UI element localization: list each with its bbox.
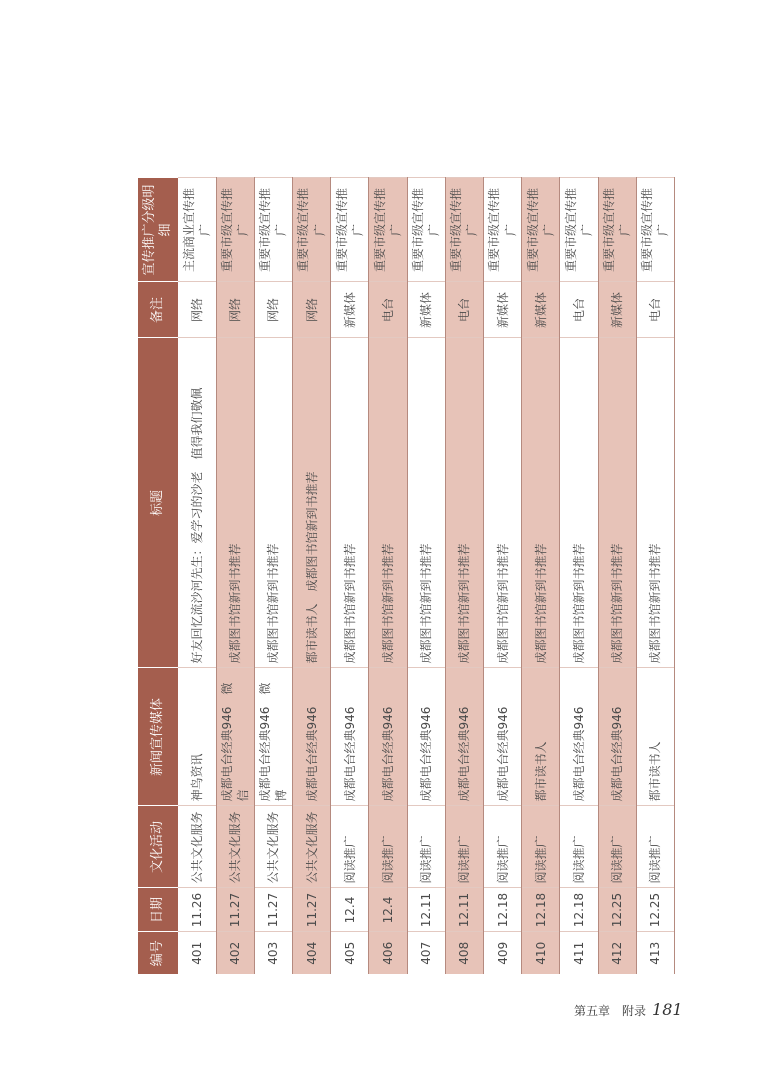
cell-title: 成都图书馆新到书推荐 (369, 338, 407, 668)
table-header-row (138, 178, 178, 974)
cell-id: 412 (598, 932, 636, 974)
cell-remark: 新媒体 (522, 282, 560, 338)
rotated-table-wrapper (138, 178, 675, 974)
cell-title: 成都图书馆新到书推荐 (216, 338, 254, 668)
cell-activity: 阅读推广 (369, 806, 407, 888)
cell-media: 成都电台经典946 (484, 668, 522, 806)
cell-remark: 新媒体 (407, 282, 445, 338)
cell-id: 407 (407, 932, 445, 974)
cell-activity: 阅读推广 (636, 806, 674, 888)
cell-level: 重要市级宣传推广 (636, 178, 674, 282)
cell-media: 成都电台经典946 (369, 668, 407, 806)
cell-media: 成都电台经典946 (293, 668, 331, 806)
cell-remark: 网络 (216, 282, 254, 338)
cell-media: 成都电台经典946 (445, 668, 483, 806)
cell-remark: 新媒体 (484, 282, 522, 338)
cell-media: 成都电台经典946 微博 (254, 668, 292, 806)
page-footer (574, 1000, 683, 1019)
table-row (522, 178, 560, 974)
cell-title: 都市读书人 成都图书馆新到书推荐 (293, 338, 331, 668)
page-number: 181 (652, 1000, 683, 1019)
cell-media: 成都电台经典946 (560, 668, 598, 806)
table-row (407, 178, 445, 974)
table-row (216, 178, 254, 974)
table-row (178, 178, 216, 974)
cell-activity: 阅读推广 (522, 806, 560, 888)
cell-remark: 电台 (636, 282, 674, 338)
cell-date: 11.26 (178, 888, 216, 932)
cell-level: 重要市级宣传推广 (407, 178, 445, 282)
cell-date: 11.27 (293, 888, 331, 932)
cell-remark: 新媒体 (598, 282, 636, 338)
cell-title: 成都图书馆新到书推荐 (331, 338, 369, 668)
cell-date: 12.4 (369, 888, 407, 932)
cell-level: 重要市级宣传推广 (331, 178, 369, 282)
cell-title: 成都图书馆新到书推荐 (560, 338, 598, 668)
chapter-label: 第五章 附录 (574, 1004, 647, 1018)
cell-id: 411 (560, 932, 598, 974)
header-date: 日期 (138, 888, 178, 932)
cell-level: 主流商业宣传推广 (178, 178, 216, 282)
cell-title: 成都图书馆新到书推荐 (636, 338, 674, 668)
header-id: 编号 (138, 932, 178, 974)
cell-level: 重要市级宣传推广 (369, 178, 407, 282)
cell-remark: 网络 (254, 282, 292, 338)
cell-date: 12.25 (598, 888, 636, 932)
cell-title: 成都图书馆新到书推荐 (598, 338, 636, 668)
cell-id: 402 (216, 932, 254, 974)
cell-media: 都市读书人 (636, 668, 674, 806)
table-row (636, 178, 674, 974)
cell-media: 神鸟资讯 (178, 668, 216, 806)
cell-media: 成都电台经典946 (331, 668, 369, 806)
cell-activity: 公共文化服务 (293, 806, 331, 888)
table-body (178, 178, 675, 974)
cell-activity: 阅读推广 (407, 806, 445, 888)
cell-date: 12.18 (484, 888, 522, 932)
cell-date: 11.27 (254, 888, 292, 932)
cell-id: 406 (369, 932, 407, 974)
cell-title: 成都图书馆新到书推荐 (445, 338, 483, 668)
cell-media: 成都电台经典946 (598, 668, 636, 806)
media-promotion-table (138, 178, 675, 975)
cell-level: 重要市级宣传推广 (216, 178, 254, 282)
cell-activity: 阅读推广 (598, 806, 636, 888)
cell-level: 重要市级宣传推广 (445, 178, 483, 282)
header-media: 新闻宣传媒体 (138, 668, 178, 806)
header-remark: 备注 (138, 282, 178, 338)
cell-activity: 公共文化服务 (216, 806, 254, 888)
table-row (331, 178, 369, 974)
cell-activity: 阅读推广 (560, 806, 598, 888)
cell-remark: 网络 (178, 282, 216, 338)
cell-level: 重要市级宣传推广 (484, 178, 522, 282)
cell-date: 12.18 (522, 888, 560, 932)
cell-date: 12.4 (331, 888, 369, 932)
cell-media: 都市读书人 (522, 668, 560, 806)
table-row (560, 178, 598, 974)
cell-level: 重要市级宣传推广 (560, 178, 598, 282)
cell-id: 409 (484, 932, 522, 974)
cell-activity: 阅读推广 (331, 806, 369, 888)
cell-date: 12.11 (445, 888, 483, 932)
cell-id: 403 (254, 932, 292, 974)
cell-media: 成都电台经典946 微信 (216, 668, 254, 806)
cell-date: 11.27 (216, 888, 254, 932)
table-row (598, 178, 636, 974)
table-row (254, 178, 292, 974)
cell-remark: 新媒体 (331, 282, 369, 338)
header-activity: 文化活动 (138, 806, 178, 888)
table-row (293, 178, 331, 974)
cell-title: 成都图书馆新到书推荐 (407, 338, 445, 668)
cell-title: 成都图书馆新到书推荐 (254, 338, 292, 668)
cell-level: 重要市级宣传推广 (598, 178, 636, 282)
cell-date: 12.25 (636, 888, 674, 932)
header-level: 宣传推广分级明细 (138, 178, 178, 282)
cell-id: 410 (522, 932, 560, 974)
header-title: 标题 (138, 338, 178, 668)
cell-level: 重要市级宣传推广 (522, 178, 560, 282)
cell-level: 重要市级宣传推广 (293, 178, 331, 282)
cell-id: 405 (331, 932, 369, 974)
cell-remark: 网络 (293, 282, 331, 338)
cell-media: 成都电台经典946 (407, 668, 445, 806)
cell-remark: 电台 (369, 282, 407, 338)
table-row (445, 178, 483, 974)
cell-title: 好友回忆流沙河先生：爱学习的沙老 值得我们敬佩 (178, 338, 216, 668)
cell-date: 12.11 (407, 888, 445, 932)
cell-id: 404 (293, 932, 331, 974)
cell-level: 重要市级宣传推广 (254, 178, 292, 282)
cell-id: 413 (636, 932, 674, 974)
cell-id: 408 (445, 932, 483, 974)
cell-activity: 公共文化服务 (254, 806, 292, 888)
cell-remark: 电台 (560, 282, 598, 338)
cell-activity: 公共文化服务 (178, 806, 216, 888)
table-row (484, 178, 522, 974)
cell-remark: 电台 (445, 282, 483, 338)
cell-title: 成都图书馆新到书推荐 (522, 338, 560, 668)
cell-date: 12.18 (560, 888, 598, 932)
cell-activity: 阅读推广 (445, 806, 483, 888)
table-row (369, 178, 407, 974)
cell-activity: 阅读推广 (484, 806, 522, 888)
cell-id: 401 (178, 932, 216, 974)
cell-title: 成都图书馆新到书推荐 (484, 338, 522, 668)
